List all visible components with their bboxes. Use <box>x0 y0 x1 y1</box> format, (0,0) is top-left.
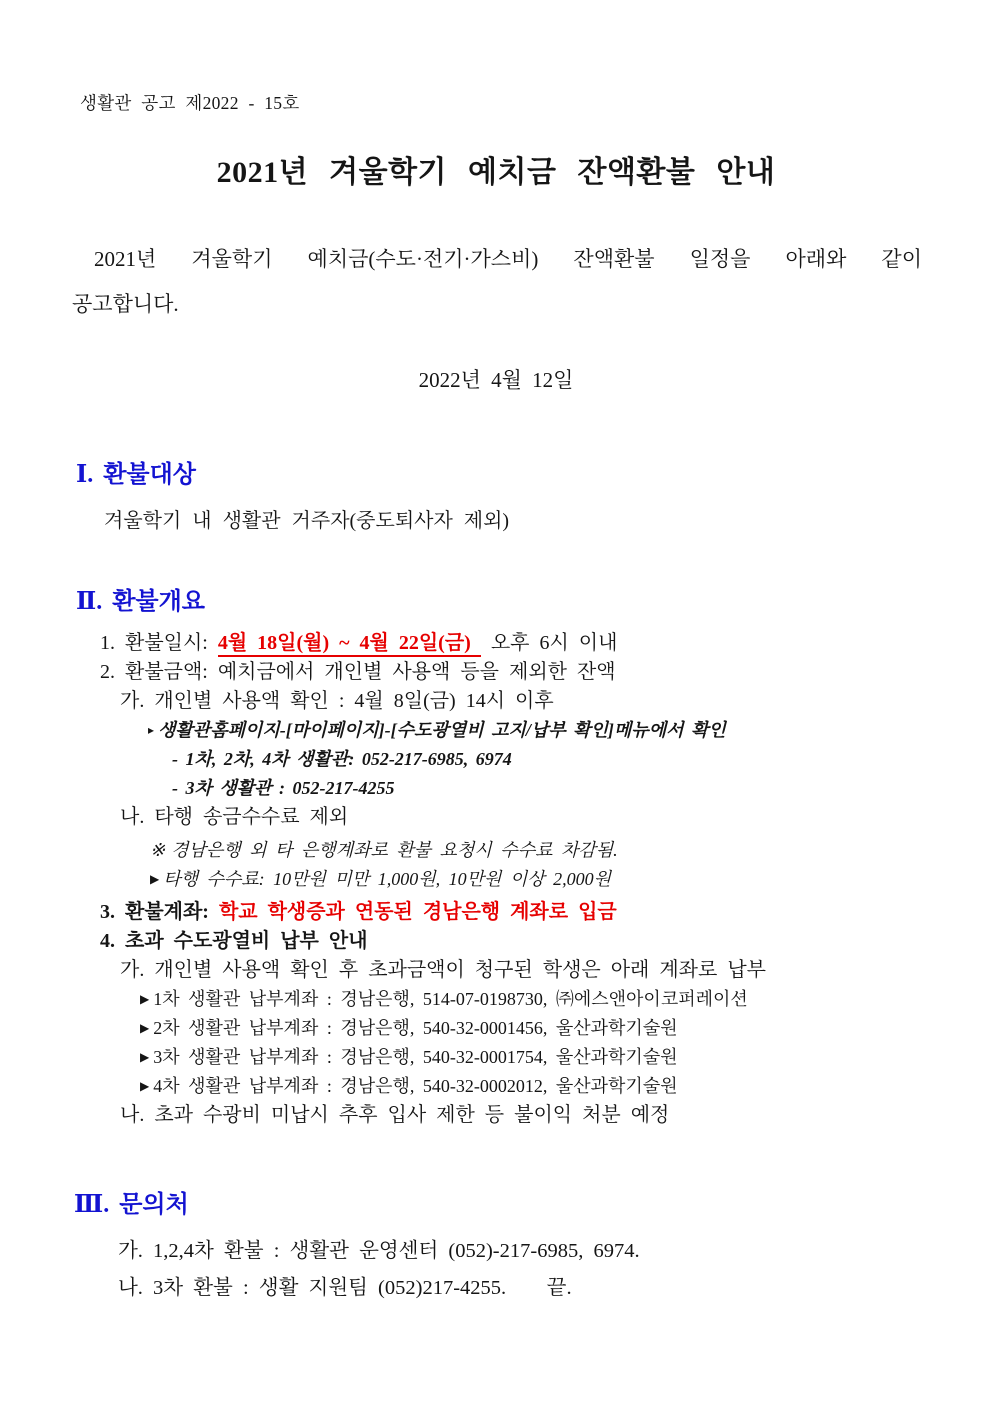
item-1-number: 1. <box>100 632 115 654</box>
item-3-number: 3. <box>100 901 115 923</box>
section-2-list <box>0 629 992 1130</box>
item-4-number: 4. <box>100 930 115 952</box>
usage-check-item: 가. 개인별 사용액 확인 : 4월 8일(금) 14시 이후 <box>120 690 554 712</box>
contact-line-2: 나. 3차 환불 : 생활 지원팀 (052)217-4255. 끝. <box>118 1277 572 1299</box>
fee-amount-text: 타행 수수료: 10만원 미만 1,000원, 10만원 이상 2,000원 <box>163 869 612 889</box>
document-title: 2021년 겨울학기 예치금 잔액환불 안내 <box>216 156 776 189</box>
item-1-tail: 오후 6시 이내 <box>490 632 618 654</box>
payment-account-text: 3차 생활관 납부계좌 : 경남은행, 540-32-0001754, 울산과학기술원 <box>153 1047 678 1067</box>
triangle-bullet-icon: ▶ <box>140 1079 150 1093</box>
item-1-label: 환불일시: <box>125 632 208 654</box>
triangle-bullet-icon: ▶ <box>140 992 150 1006</box>
triangle-bullet-icon: ▸ <box>148 723 155 737</box>
refund-amount-item <box>100 658 992 687</box>
intro-line-2: 공고합니다. <box>72 292 179 316</box>
refund-account-item <box>100 898 992 927</box>
dorm-contact-2: - 3차 생활관 : 052-217-4255 <box>172 778 395 798</box>
homepage-menu-text: 생활관홈페이지-[마이페이지]-[수도광열비 고지/납부 확인]메뉴에서 확인 <box>158 720 726 740</box>
excess-payment-detail: 가. 개인별 사용액 확인 후 초과금액이 청구된 학생은 아래 계좌로 납부 <box>120 959 766 981</box>
intro-paragraph <box>72 243 922 318</box>
section-1-heading: Ⅰ. 환불대상 <box>76 462 196 488</box>
reference-mark-icon: ※ <box>150 840 166 860</box>
fee-amount-note <box>150 865 992 894</box>
transfer-fee-item: 나. 타행 송금수수료 제외 <box>120 806 349 828</box>
item-3-label: 환불계좌: <box>125 901 209 923</box>
announcement-date: 2022년 4월 12일 <box>418 368 574 392</box>
bank-fee-note-text: 경남은행 외 타 은행계좌로 환불 요청시 수수료 차감됨. <box>171 840 618 860</box>
payment-account-text: 2차 생활관 납부계좌 : 경남은행, 540-32-0001456, 울산과학기술원 <box>153 1018 678 1038</box>
payment-account-text: 4차 생활관 납부계좌 : 경남은행, 540-32-0002012, 울산과학기술원 <box>153 1076 678 1096</box>
refund-account-highlight: 학교 학생증과 연동된 경남은행 계좌로 입금 <box>218 901 617 923</box>
refund-period-highlight: 4월 18일(월) ~ 4월 22일(금) <box>218 632 481 657</box>
excess-payment-item <box>100 927 992 956</box>
homepage-menu-note <box>148 716 992 745</box>
refund-schedule-item <box>100 629 992 658</box>
intro-line-1: 2021년 겨울학기 예치금(수도·전기·가스비) 잔액환불 일정을 아래와 같이 <box>94 247 922 271</box>
contact-line-1: 가. 1,2,4차 환불 : 생활관 운영센터 (052)-217-6985, 6974. <box>118 1240 640 1262</box>
triangle-bullet-icon: ▶ <box>140 1021 150 1035</box>
payment-account-row-4 <box>140 1072 992 1101</box>
section-1-body: 겨울학기 내 생활관 거주자(중도퇴사자 제외) <box>104 510 510 532</box>
triangle-bullet-icon: ▶ <box>140 1050 150 1064</box>
item-2-number: 2. <box>100 661 115 683</box>
triangle-bullet-icon: ▶ <box>150 872 160 886</box>
payment-account-row-3 <box>140 1043 992 1072</box>
section-2-heading: Ⅱ. 환불개요 <box>76 589 205 615</box>
payment-account-text: 1차 생활관 납부계좌 : 경남은행, 514-07-0198730, ㈜에스앤아이코퍼레이션 <box>153 989 748 1009</box>
item-4-text: 초과 수도광열비 납부 안내 <box>125 930 368 952</box>
notice-number: 생활관 공고 제2022 - 15호 <box>80 93 300 113</box>
payment-account-row-1 <box>140 985 992 1014</box>
dorm-contact-1: - 1차, 2차, 4차 생활관: 052-217-6985, 6974 <box>172 749 512 769</box>
payment-account-row-2 <box>140 1014 992 1043</box>
unpaid-penalty-note: 나. 초과 수광비 미납시 추후 입사 제한 등 불이익 처분 예정 <box>120 1104 670 1126</box>
section-3-heading: Ⅲ. 문의처 <box>74 1192 189 1218</box>
item-2-text: 환불금액: 예치금에서 개인별 사용액 등을 제외한 잔액 <box>125 661 616 683</box>
bank-fee-note <box>150 836 992 865</box>
